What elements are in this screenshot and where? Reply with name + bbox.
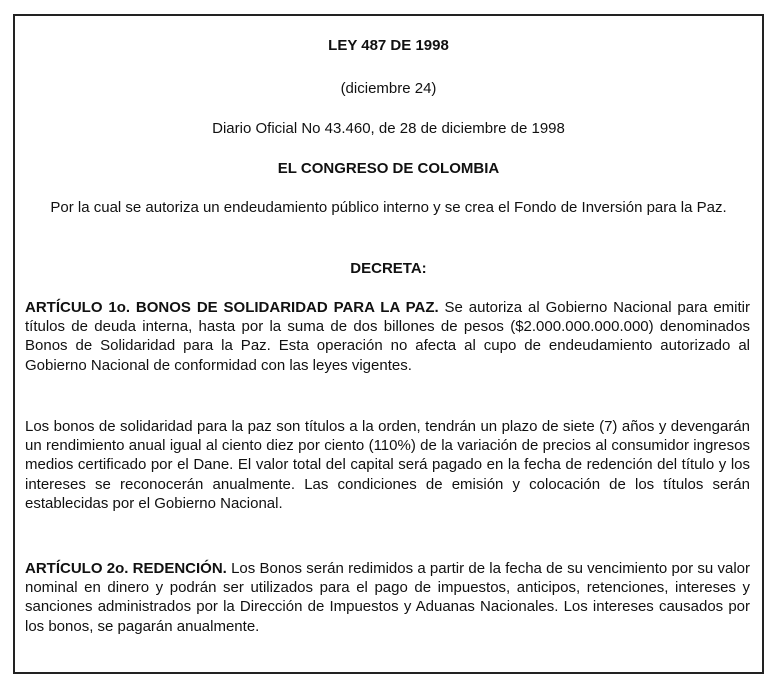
law-purpose: Por la cual se autoriza un endeudamiento público interno y se crea el Fondo de Inversión para la Paz. <box>50 199 727 216</box>
congress-heading: EL CONGRESO DE COLOMBIA <box>277 160 500 177</box>
article-1-text: Se autoriza al Gobierno Nacional para emitir títulos de deuda interna, hasta por la suma de dos billones de pesos ($2.000.000.000.000) denominados Bonos de Solidaridad para la Paz. Esta operación no afecta al cupo de endeudamiento autorizado al Gobierno Nacional de conformidad con las leyes vigentes. <box>25 299 750 374</box>
article-2-heading: ARTÍCULO 2o. REDENCIÓN. <box>25 560 227 577</box>
article-1-heading: ARTÍCULO 1o. BONOS DE SOLIDARIDAD PARA LA PAZ. <box>25 299 439 316</box>
document-page <box>13 14 764 674</box>
law-date: (diciembre 24) <box>340 80 437 97</box>
law-title: LEY 487 DE 1998 <box>328 37 449 54</box>
article-2-text: Los Bonos serán redimidos a partir de la fecha de su vencimiento por su valor nominal en dinero y podrán ser utilizados para el pago de impuestos, anticipos, retenciones, intereses y sanciones administrados por la Dirección de Impuestos y Aduanas Nacionales. Los intereses causados por los bonos, se pagarán anualmente. <box>25 560 750 635</box>
article-1-paragraph-2: Los bonos de solidaridad para la paz son títulos a la orden, tendrán un plazo de siete (7) años y devengarán un rendimiento anual igual al ciento diez por ciento (110%) de la variación de precios al consumidor ingresos medios certificado por el Dane. El valor total del capital será pagado en la fecha de redención del título y los intereses se reconocerán anualmente. Las condiciones de emisión y colocación de los títulos serán establecidas por el Gobierno Nacional. <box>25 418 750 512</box>
article-1-paragraph <box>25 298 750 375</box>
article-2-paragraph <box>25 559 750 636</box>
gazette-reference: Diario Oficial No 43.460, de 28 de diciembre de 1998 <box>212 120 565 137</box>
decree-heading: DECRETA: <box>350 260 427 277</box>
